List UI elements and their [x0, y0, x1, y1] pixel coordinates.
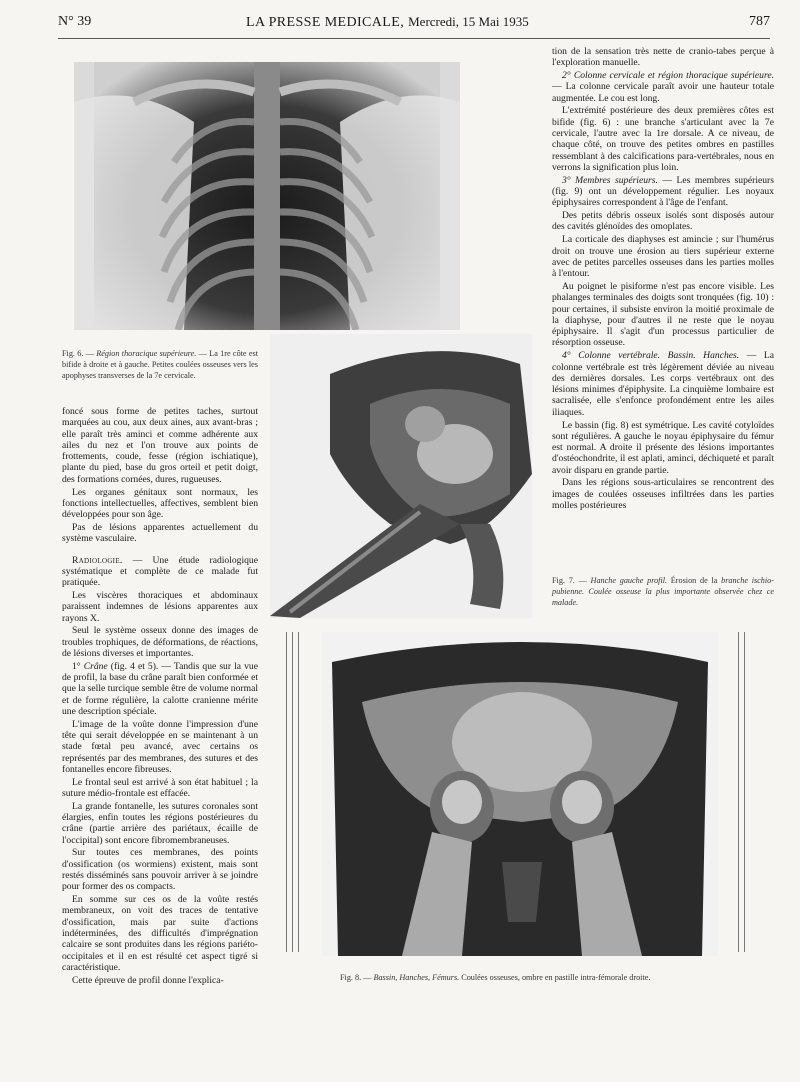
paragraph-text: — La colonne vertébrale est très légèrement déviée au niveau des dernières dorsales. Les corps vertébraux ont des lésions minimes d'épiphysite. La cinquième lombaire est sacralisée, elle s'enfonce profondément entre les ailes iliaques.: [552, 350, 774, 418]
paragraph: En somme sur ces os de la voûte restés membraneux, on voit des traces de tentative d'ossification, mais par suite d'actions indéterminées, des difficultés d'imprégnation calcaire se sont produites dans les régions pariéto-occipitales et il en est résulté cet aspect tigré si caractéristique.: [62, 894, 258, 973]
caption-text-italic: branche ischio-pubienne. Coulée osseuse la plus importante observée chez ce malade.: [552, 576, 774, 607]
section-label: 4° Colonne vertébrale. Bassin. Hanches.: [562, 350, 740, 362]
journal-name: LA PRESSE MEDICALE,: [246, 15, 405, 30]
caption-title: Hanche gauche profil.: [590, 576, 668, 585]
section-label: 2° Colonne cervicale et région thoracique supérieure.: [562, 70, 774, 82]
paragraph-text: — La colonne cervicale paraît avoir une hauteur totale augmentée. Le cou est long.: [552, 81, 774, 104]
figure-7-caption: [552, 575, 774, 608]
column-rules-right: [738, 632, 758, 952]
paragraph: Les viscères thoraciques et abdominaux paraissent indemnes de lésions apparentes aux rayons X.: [62, 589, 258, 624]
caption-text: Coulées osseuses, ombre en pastille intra-fémorale droite.: [459, 973, 651, 982]
page-header: [58, 14, 770, 36]
paragraph: foncé sous forme de petites taches, surtout marquées au cou, aux deux aines, aux avant-bras ; elle paraît très aminci et comme adhérente aux ailes du nez et l'on trouve aux points de frottements, coude, fesse (région ischiatique), plante du pied, base du gros orteil et petit doigt, des formations cornées, dures, rugueuses.: [62, 406, 258, 485]
figure-7-xray: [270, 334, 532, 618]
paragraph: tion de la sensation très nette de cranio-tabes perçue à l'exploration manuelle.: [552, 46, 774, 69]
paragraph-cervical: [552, 70, 774, 104]
paragraph-text: — Une étude radiologique systématique et complète de ce malade fut pratiquée.: [62, 554, 258, 589]
right-column: [552, 46, 774, 513]
paragraph: La grande fontanelle, les sutures coronales sont élargies, enfin toutes les régions postérieures du crâne (partie arrière des pariétaux, écaille de l'occipital) sont encore fibromembraneuses.: [62, 800, 258, 846]
pelvis-xray-image: [322, 632, 718, 956]
caption-label: Fig. 6. —: [62, 349, 97, 358]
page-number: 787: [749, 14, 770, 29]
caption-text: — La 1re côte est bifide à droite et à gauche. Petites coulées osseuses vers les apophyses transverses de la 7e cervicale.: [62, 349, 258, 380]
paragraph-radiologie: [62, 555, 258, 589]
figure-ref: (fig. 4 et 5).: [107, 660, 159, 672]
paragraph-colonne: [552, 350, 774, 418]
figure-6-caption: [62, 348, 258, 381]
paragraph: Cette épreuve de profil donne l'explica-: [72, 974, 224, 986]
issue-date: Mercredi, 15 Mai 1935: [408, 14, 529, 29]
section-number: 1°: [72, 660, 84, 672]
caption-label: Fig. 7. —: [552, 576, 591, 585]
figure-8-caption: [340, 972, 740, 983]
paragraph: Les organes génitaux sont normaux, les fonctions intellectuelles, affectives, semblent bien développées pour son âge.: [62, 486, 258, 521]
section-label: 3° Membres supérieurs.: [562, 174, 658, 186]
figure-8-xray: [322, 632, 718, 956]
left-column: [62, 406, 258, 988]
section-label: Crâne: [83, 660, 108, 672]
hip-profile-xray-image: [270, 334, 532, 618]
paragraph-text: — Les membres supérieurs (fig. 9) ont un développement régulier. Les noyaux épiphysaires correspondent à l'âge de l'enfant.: [552, 174, 774, 209]
paragraph: Le frontal seul est arrivé à son état habituel ; la suture médio-frontale est effacée.: [62, 776, 258, 799]
caption-title: Bassin, Hanches, Fémurs.: [373, 973, 460, 982]
paragraph: La corticale des diaphyses est amincie ; sur l'humérus droit on trouve une érosion au tiers supérieur externe avec de petites parcelles osseuses dans les parties molles à l'entour.: [552, 234, 774, 280]
paragraph-membres: [552, 175, 774, 209]
paragraph: Sur toutes ces membranes, des points d'ossification (os wormiens) existent, mais sont restés disséminés sans pouvoir arriver à se joindre pour former des os compacts.: [62, 847, 258, 893]
paragraph: Des petits débris osseux isolés sont disposés autour des cavités glénoïdes des omoplates.: [552, 210, 774, 233]
paragraph: L'extrémité postérieure des deux premières côtes est bifide (fig. 6) : une branche s'articulant avec la 7e cervicale, l'autre avec la 1re dorsale. A ce niveau, de chaque côté, on trouve des petites ombres en pastilles ressemblant à des calcifications para-vertébrales, nous en verrons la signification plus loin.: [552, 105, 774, 173]
paragraph: Le bassin (fig. 8) est symétrique. Les cavité cotyloïdes sont régulières. A gauche le noyau épiphysaire du fémur est normal. A droite il présente des lésions importantes d'ostéochondrite, il est aplati, aminci, déchiqueté et paraît avoir disparu en grande partie.: [552, 419, 774, 476]
paragraph-crane: [62, 661, 258, 717]
caption-title: Région thoracique supérieure.: [96, 349, 197, 358]
paragraph: Au poignet le pisiforme n'est pas encore visible. Les phalanges terminales des doigts sont tronquées (fig. 10) : pour certaines, il subsiste environ la moitié proximale de la diaphyse, pour d'autres il ne reste que le noyau épiphysaire. Il s'agit d'un processus particulier de résorption osseuse.: [552, 280, 774, 349]
paragraph: Dans les régions sous-articulaires se rencontrent des images de coulées osseuses infiltrées dans les parties molles postérieures: [552, 477, 774, 512]
paragraph: Seul le système osseux donne des images de troubles trophiques, de déformations, de réactions, de lésions diverses et importantes.: [62, 625, 258, 659]
paragraph: Pas de lésions apparentes actuellement du système vasculaire.: [62, 521, 258, 545]
header-rule: [58, 38, 770, 39]
section-label: Radiologie.: [72, 554, 123, 566]
column-rules: [286, 632, 306, 952]
issue-number: N° 39: [58, 14, 92, 29]
thorax-xray-image: [74, 62, 460, 330]
caption-label: Fig. 8. —: [340, 973, 374, 982]
journal-title: [246, 14, 529, 31]
paragraph: L'image de la voûte donne l'impression d'une tête qui serait développée en se maintenant à un stade fœtal peu avancé, avec certains os représentés par des membranes, des sutures et des fontanelles encore fibreuses.: [62, 718, 258, 775]
paragraph-text: — Tandis que sur la vue de profil, la base du crâne paraît bien conformée et que la selle turcique semble être de volume normal et de forme régulière, la calotte cranienne mérite une description spéciale.: [62, 660, 258, 717]
caption-text: Érosion de la: [667, 576, 722, 585]
figure-6-xray: [74, 62, 460, 330]
